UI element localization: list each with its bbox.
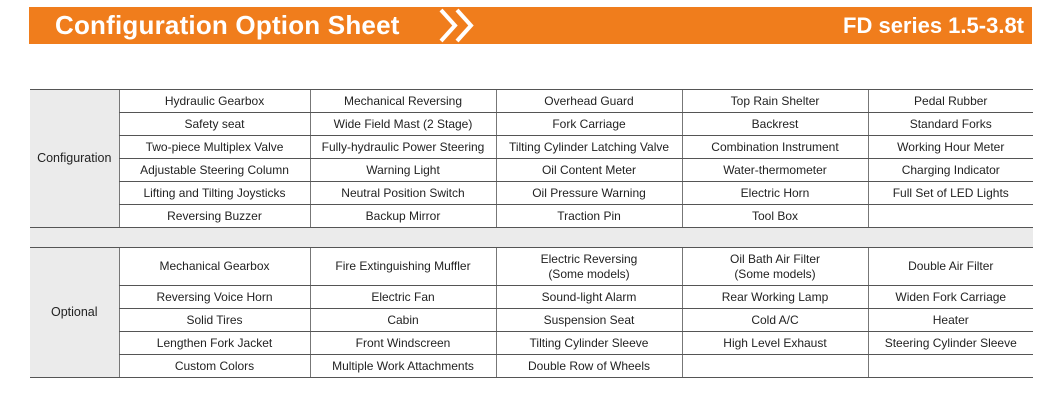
- double-chevron-right-icon: [431, 7, 493, 44]
- table-cell: Lifting and Tilting Joysticks: [119, 182, 310, 205]
- divider-band: [30, 228, 1033, 248]
- table-cell: Tilting Cylinder Latching Valve: [496, 136, 682, 159]
- table-cell: Mechanical Gearbox: [119, 248, 310, 286]
- table-cell: Cold A/C: [682, 309, 868, 332]
- table-cell: Steering Cylinder Sleeve: [868, 332, 1033, 355]
- table-cell: Charging Indicator: [868, 159, 1033, 182]
- table-cell: High Level Exhaust: [682, 332, 868, 355]
- table-cell: Suspension Seat: [496, 309, 682, 332]
- table-cell: Mechanical Reversing: [310, 90, 496, 113]
- table-cell: Fire Extinguishing Muffler: [310, 248, 496, 286]
- table-row: [30, 159, 1033, 182]
- table-cell: Fork Carriage: [496, 113, 682, 136]
- table-cell: Lengthen Fork Jacket: [119, 332, 310, 355]
- table-row: [30, 355, 1033, 378]
- table-cell: [868, 355, 1033, 378]
- cell-note: (Some models): [548, 266, 630, 281]
- table-cell: [868, 205, 1033, 228]
- table-cell: Heater: [868, 309, 1033, 332]
- table-row: [30, 309, 1033, 332]
- cell-note: (Some models): [734, 266, 816, 281]
- table-cell: Fully-hydraulic Power Steering: [310, 136, 496, 159]
- table-cell: Adjustable Steering Column: [119, 159, 310, 182]
- cell-line: Electric Reversing: [540, 251, 638, 266]
- table-cell: Electric Fan: [310, 286, 496, 309]
- table-cell: Electric Horn: [682, 182, 868, 205]
- table-row: [30, 90, 1033, 113]
- table-cell: Cabin: [310, 309, 496, 332]
- table-cell: Widen Fork Carriage: [868, 286, 1033, 309]
- table-cell: Sound-light Alarm: [496, 286, 682, 309]
- table-cell: Oil Pressure Warning: [496, 182, 682, 205]
- table-cell: Pedal Rubber: [868, 90, 1033, 113]
- table-cell: Warning Light: [310, 159, 496, 182]
- table-cell: Combination Instrument: [682, 136, 868, 159]
- table-cell: Multiple Work Attachments: [310, 355, 496, 378]
- table-row: [30, 248, 1033, 286]
- table-row: [30, 182, 1033, 205]
- table-row: [30, 286, 1033, 309]
- table-cell: Working Hour Meter: [868, 136, 1033, 159]
- table-cell: Reversing Voice Horn: [119, 286, 310, 309]
- table-cell: [682, 248, 868, 286]
- table-row: [30, 136, 1033, 159]
- table-cell: Double Air Filter: [868, 248, 1033, 286]
- optional-group-label: Optional: [30, 248, 119, 378]
- page-title: Configuration Option Sheet: [55, 10, 400, 40]
- option-table: [30, 89, 1033, 378]
- table-cell: Oil Content Meter: [496, 159, 682, 182]
- table-cell: Custom Colors: [119, 355, 310, 378]
- table-cell: Full Set of LED Lights: [868, 182, 1033, 205]
- table-cell: Safety seat: [119, 113, 310, 136]
- header-banner: [29, 7, 1032, 44]
- table-row: [30, 332, 1033, 355]
- configuration-group-label: Configuration: [30, 90, 119, 228]
- table-cell: Wide Field Mast (2 Stage): [310, 113, 496, 136]
- table-cell: Top Rain Shelter: [682, 90, 868, 113]
- table-cell: Tilting Cylinder Sleeve: [496, 332, 682, 355]
- table-cell: Reversing Buzzer: [119, 205, 310, 228]
- table-cell: Water-thermometer: [682, 159, 868, 182]
- table-cell: Tool Box: [682, 205, 868, 228]
- table-row: [30, 113, 1033, 136]
- table-cell: Rear Working Lamp: [682, 286, 868, 309]
- table-cell: Solid Tires: [119, 309, 310, 332]
- table-cell: Two-piece Multiplex Valve: [119, 136, 310, 159]
- series-label: FD series 1.5-3.8t: [843, 13, 1024, 38]
- table-cell: Traction Pin: [496, 205, 682, 228]
- table-row: [30, 205, 1033, 228]
- table-cell: Backup Mirror: [310, 205, 496, 228]
- table-cell: Overhead Guard: [496, 90, 682, 113]
- table-cell: Neutral Position Switch: [310, 182, 496, 205]
- table-cell: Backrest: [682, 113, 868, 136]
- table-cell: Standard Forks: [868, 113, 1033, 136]
- table-cell: Double Row of Wheels: [496, 355, 682, 378]
- table-cell: [496, 248, 682, 286]
- cell-line: Oil Bath Air Filter: [729, 251, 821, 266]
- table-cell: Front Windscreen: [310, 332, 496, 355]
- section-divider: [30, 228, 1033, 248]
- table-cell: Hydraulic Gearbox: [119, 90, 310, 113]
- table-cell: [682, 355, 868, 378]
